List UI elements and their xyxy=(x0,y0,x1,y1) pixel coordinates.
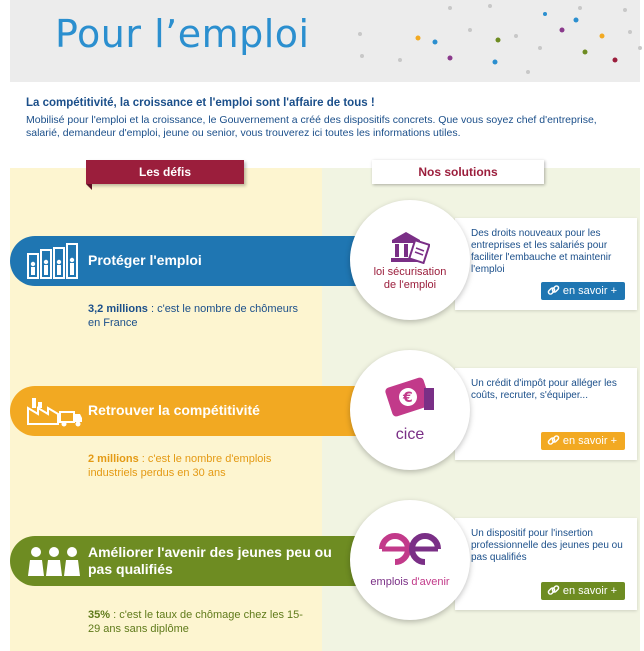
logo-line-1: emplois xyxy=(370,576,409,588)
banknote-euro-icon xyxy=(380,374,440,420)
solution-card-securisation xyxy=(455,218,637,310)
challenge-label: Retrouver la compétitivité xyxy=(88,402,260,418)
stat-text: : c'est le taux de chômage chez les 15-29 ans sans diplôme xyxy=(88,609,303,635)
solution-description: Un dispositif pour l'insertion professionnelle des jeunes peu ou pas qualifiés xyxy=(471,528,623,563)
solution-card-emplois-avenir xyxy=(455,518,637,610)
challenge-band-competitiveness xyxy=(10,386,356,436)
header-notch xyxy=(86,184,92,190)
challenge-stat xyxy=(88,302,308,330)
learn-more-label: en savoir + xyxy=(562,585,617,597)
young-people-icon xyxy=(26,546,82,578)
stat-value: 35% xyxy=(88,609,111,621)
challenge-stat xyxy=(88,452,308,480)
learn-more-button-cice[interactable] xyxy=(541,432,625,450)
stat-value: 2 millions xyxy=(88,453,139,465)
logo-line-1: loi sécurisation xyxy=(373,266,447,278)
stat-text: : c'est le nombre de chômeurs en France xyxy=(88,303,298,329)
stat-value: 3,2 millions xyxy=(88,303,148,315)
link-icon xyxy=(547,284,560,297)
link-icon xyxy=(547,434,560,447)
solution-description: Des droits nouveaux pour les entreprises et les salariés pour faciliter l'embauche et maintenir l'emploi xyxy=(471,228,612,275)
learn-more-button-securisation[interactable] xyxy=(541,282,625,300)
people-bars-icon xyxy=(26,242,82,280)
factory-truck-icon xyxy=(26,394,84,428)
solution-logo-cice[interactable] xyxy=(350,350,470,470)
svg-text:€: € xyxy=(403,390,413,406)
solution-description: Un crédit d'impôt pour alléger les coûts, recruter, s'équiper... xyxy=(471,378,617,401)
logo-text-securisation xyxy=(350,266,470,292)
challenge-band-youth-future xyxy=(10,536,356,586)
page-title: Pour l’emploi xyxy=(55,12,310,56)
logo-text-emplois-avenir xyxy=(350,576,470,588)
challenge-band-protect-jobs xyxy=(10,236,356,286)
intro-text: Mobilisé pour l'emploi et la croissance, le Gouvernement a créé des dispositifs concrets. Que vous soyez chef d'entreprise, salarié, demandeur d'emploi, jeune ou senior, vous trouverez ici toutes les informations utiles. xyxy=(26,114,597,139)
solution-logo-securisation[interactable] xyxy=(350,200,470,320)
ea-monogram-icon xyxy=(378,532,442,566)
institution-document-icon xyxy=(388,230,430,264)
stat-text: : c'est le nombre d'emplois industriels perdus en 30 ans xyxy=(88,453,272,479)
challenge-label: Améliorer l'avenir des jeunes peu ou pas qualifiés xyxy=(88,544,332,577)
logo-line-2: de l'emploi xyxy=(383,279,437,291)
logo-line-2: d'avenir xyxy=(411,576,450,588)
learn-more-label: en savoir + xyxy=(562,435,617,447)
intro-heading: La compétitivité, la croissance et l'emploi sont l'affaire de tous ! xyxy=(26,97,375,109)
solution-logo-emplois-avenir[interactable] xyxy=(350,500,470,620)
link-icon xyxy=(547,584,560,597)
column-header-challenges: Les défis xyxy=(86,160,244,184)
learn-more-label: en savoir + xyxy=(562,285,617,297)
logo-line-1: cice xyxy=(395,426,425,443)
challenge-stat xyxy=(88,608,308,636)
page-header xyxy=(10,0,640,82)
people-dots-decoration xyxy=(340,0,644,82)
column-header-solutions: Nos solutions xyxy=(372,160,544,184)
solution-card-cice xyxy=(455,368,637,460)
learn-more-button-emplois-avenir[interactable] xyxy=(541,582,625,600)
challenge-label: Protéger l'emploi xyxy=(88,252,202,268)
